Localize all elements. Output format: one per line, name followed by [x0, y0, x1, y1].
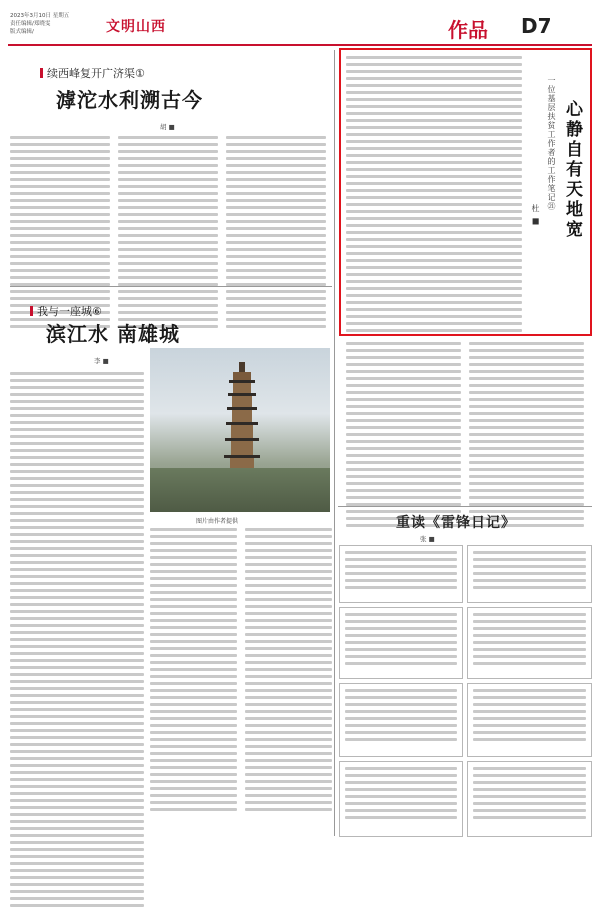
photo-caption: 图片由作者提供	[196, 518, 239, 525]
feature-continued	[346, 342, 592, 531]
masthead-rule	[8, 44, 592, 46]
poem-block	[339, 761, 463, 837]
article2-kicker	[30, 300, 102, 319]
editor-line: 责任编辑/郑晓雯	[10, 21, 51, 27]
feature-column	[346, 342, 461, 531]
reread-byline: 张 ■	[420, 535, 435, 543]
article2-column	[150, 528, 237, 815]
poem-block	[467, 545, 592, 603]
section-title: 作品	[448, 18, 488, 42]
article1-headline: 滹沱水利溯古今	[56, 88, 203, 112]
masthead-info	[10, 12, 69, 36]
article2-headline: 滨江水 南雄城	[46, 322, 180, 346]
article1-byline: 胡 ■	[160, 123, 175, 131]
article2-byline: 李 ■	[94, 357, 109, 365]
reread-heading: 重读《雷锋日记》	[396, 515, 516, 531]
column-divider	[334, 50, 335, 836]
feature-column	[469, 342, 584, 531]
poem-block	[339, 545, 463, 603]
article2-body-right	[150, 528, 332, 815]
article2-kicker-text: 我与一座城⑥	[37, 305, 102, 318]
poem-block	[467, 607, 592, 679]
masthead-logo: 文明山西	[106, 19, 166, 35]
feature-title: 心静自有天地宽	[562, 100, 582, 240]
date-line: 2023年3月10日 星期五	[10, 13, 70, 19]
masthead	[8, 6, 592, 44]
kicker-bar	[30, 306, 33, 316]
page-number: D7	[521, 14, 552, 38]
poem-block	[467, 683, 592, 757]
article1-kicker	[40, 62, 145, 81]
pagoda-photo	[150, 348, 330, 512]
article2-column	[245, 528, 332, 815]
poem-block	[467, 761, 592, 837]
article2-body-left	[10, 372, 144, 911]
feature-byline: 杜 ■	[531, 204, 540, 227]
kicker-bar	[40, 68, 43, 78]
section-divider	[10, 286, 332, 287]
article1-kicker-text: 续西峰复开广济渠①	[47, 67, 145, 80]
poem-block	[339, 683, 463, 757]
feature-body	[346, 56, 522, 336]
reread-rule	[338, 506, 592, 507]
poem-grid	[339, 545, 592, 837]
article1-column	[118, 136, 218, 332]
designer-line: 版式编辑/	[10, 29, 34, 35]
feature-subtitle: 一位基层扶贫工作者的工作笔记㉑	[547, 76, 556, 211]
article1-column	[226, 136, 326, 332]
poem-block	[339, 607, 463, 679]
photo-foliage	[150, 468, 330, 512]
